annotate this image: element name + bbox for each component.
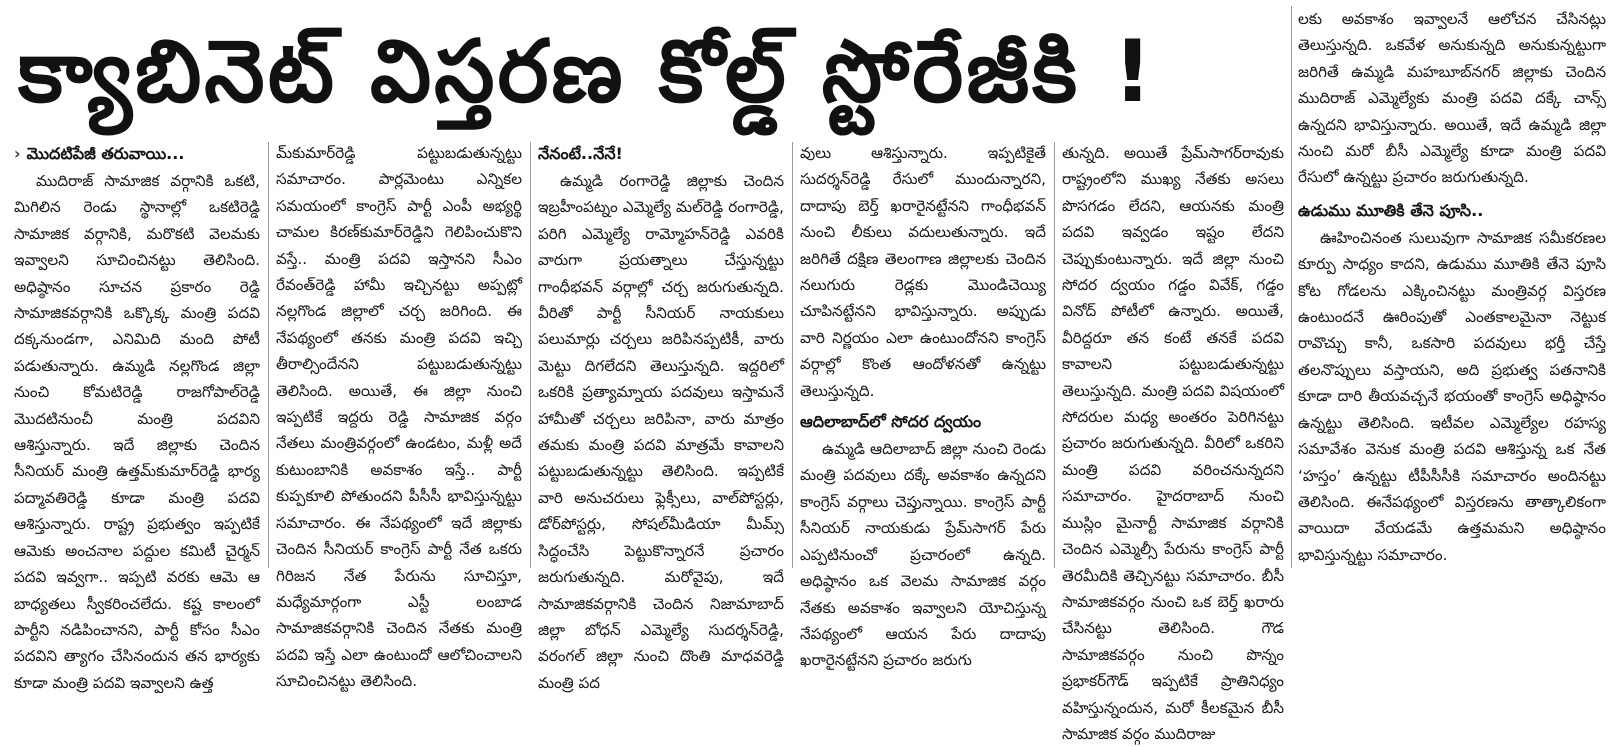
article-column-6	[1298, 6, 1606, 568]
paragraph: తున్నది. అయితే ప్రేమ్‌సాగర్‌రావుకు రాష్ట్రంలోని ముఖ్య నేతకు అసలు పొసగడం లేదని, ఆయనకు మంత్రి పదవి ఇవ్వడం ఇష్టం లేదని చెప్పుకుంటున్నారు. ఇదే జిల్లా నుంచి సోదర ద్వయం గడ్డం వివేక్, గడ్డం వినోద్ పోటీలో ఉన్నారు. అయితే, వీరిద్దరూ తన కంటే తనకే పదవి కావాలని పట్టుబడుతున్నట్టు తెలుస్తున్నది. మంత్రి పదవి విషయంలో సోదరుల మధ్య అంతరం పెరిగినట్టు ప్రచారం జరుగుతున్నది. వీరిలో ఒకరిని మంత్రి పదవి వరించనున్నదని సమాచారం. హైదరాబాద్ నుంచి ముస్లిం మైనార్టీ సామాజిక వర్గానికి చెందిన ఎమ్మెల్సీ పేరును కాంగ్రెస్ పార్టీ తెరమీదికి తెచ్చినట్టు సమాచారం. బీసీ సామాజికవర్గం నుంచి ఒక బెర్త్ ఖరారు చేసినట్టు తెలిసింది. గౌడ సామాజికవర్గం నుంచి పొన్నం ప్రభాకర్‌గౌడ్ ఇప్పటికే ప్రాతినిధ్యం వహిస్తున్నందున, మరో కీలకమైన బీసీ సామాజిక వర్గం ముదిరాజు	[1062, 144, 1284, 743]
article-column-5	[1062, 140, 1284, 743]
paragraph: ఉమ్మడి ఆదిలాబాద్ జిల్లా నుంచి రెండు మంత్రి పదవులు దక్కే అవకాశం ఉన్నదని కాంగ్రెస్ వర్గాలు చెప్తున్నాయి. కాంగ్రెస్ పార్టీ సీనియర్ నాయకుడు ప్రేమ్‌సాగర్ పేరు ఎప్పటినుంచో ప్రచారంలో ఉన్నది. అధిష్ఠానం ఒక వెలమ సామాజిక వర్గం నేతకు అవకాశం ఇవ్వాలని యోచిస్తున్న నేపథ్యంలో ఆయన పేరు దాదాపు ఖరారైనట్టేనని ప్రచారం జరుగు	[800, 440, 1046, 670]
subheading: ఆదిలాబాద్‌లో సోదర ద్వయం	[800, 412, 982, 432]
article-column-4	[800, 140, 1046, 670]
continuation-label	[14, 140, 260, 168]
paragraph: వులు ఆశిస్తున్నారు. ఇప్పటికైతే సుదర్శన్‌రెడ్డి రేసులో ముందున్నారని, దాదాపు బెర్త్ ఖరారైనట్టేనని గాంధీభవన్ నుంచి లీకులు వదులుతున్నారు. ఇదే జరిగితే దక్షిణ తెలంగాణ జిల్లాలకు చెందిన నలుగురు రెడ్లకు మొండిచెయ్యి చూపినట్టేనని భావిస్తున్నారు. అప్పుడు వారి నిర్ణయం ఎలా ఉంటుందోనని కాంగ్రెస్ వర్గాల్లో కొంత ఆందోళనతో ఉన్నట్టు తెలుస్తున్నది.	[800, 144, 1046, 400]
column-divider	[1054, 142, 1055, 568]
paragraph: లకు అవకాశం ఇవ్వాలనే ఆలోచన చేసినట్లు తెలుస్తున్నది. ఒకవేళ అనుకున్నది అనుకున్నట్టుగా జరిగితే ఉమ్మడి మహబూబ్‌నగర్ జిల్లాకు చెందిన ముదిరాజ్ ఎమ్మెల్యేకు మంత్రి పదవి దక్కే చాన్స్ ఉన్నదని భావిస్తున్నారు. అయితే, ఇదే ఉమ్మడి జిల్లా నుంచి మరో బీసీ ఎమ్మెల్యే కూడా మంత్రి పదవి రేసులో ఉన్నట్టు ప్రచారం జరుగుతున్నది.	[1298, 10, 1606, 187]
article-column-1	[14, 140, 260, 692]
column-divider	[530, 142, 531, 568]
paragraph: ఉమ్మడి రంగారెడ్డి జిల్లాకు చెందిన ఇబ్రహీంపట్నం ఎమ్మెల్యే మల్‌రెడ్డి రంగారెడ్డి, పరిగి ఎమ్మెల్యే రామ్మోహన్‌రెడ్డి ఎవరికి వారుగా ప్రయత్నాలు చేస్తున్నట్టు గాంధీభవన్ వర్గాల్లో చర్చ జరుగుతున్నది. వీరితో పార్టీ సీనియర్ నాయకులు పలుమార్లు చర్చలు జరిపినప్పటికీ, వారు మెట్టు దిగలేదని తెలుస్తున్నది. ఇద్దరిలో ఒకరికి ప్రత్యామ్నాయ పదవులు ఇస్తామనే హామీతో చర్చలు జరిపినా, వారు మాత్రం తమకు మంత్రి పదవి మాత్రమే కావాలని పట్టుబడుతున్నట్టు తెలిసింది. ఇప్పటికే వారి అనుచరులు ఫ్లెక్సీలు, వాల్‌పోస్టర్లు, డోర్‌పోస్టర్లు, సోషల్‌మీడియా మీమ్స్ సిద్ధంచేసి పెట్టుకొన్నారనే ప్రచారం జరుగుతున్నది. మరోవైపు, ఇదే సామాజికవర్గానికి చెందిన నిజామాబాద్ జిల్లా బోధన్ ఎమ్మెల్యే సుదర్శన్‌రెడ్డి, వరంగల్ జిల్లా నుంచి దొంతి మాధవరెడ్డి మంత్రి పద	[538, 172, 784, 692]
continuation-label-text: మొదటిపేజీ తరువాయి...	[26, 144, 185, 163]
column-divider	[1291, 6, 1292, 568]
subheading: ఉడుము మూతికి తేనె పూసి..	[1298, 200, 1484, 220]
article-column-2	[276, 140, 522, 691]
column-divider	[792, 142, 793, 568]
headline: క్యాబినెట్ విస్తరణ కోల్డ్ స్టోరేజీకి !	[18, 22, 1156, 122]
column-divider	[268, 142, 269, 568]
subheading: నేనంటే..నేనే!	[538, 144, 623, 163]
paragraph: ఊహించినంత సులువుగా సామాజిక సమీకరణల కూర్పు సాధ్యం కాదని, ఉడుము మూతికి తేనె పూసి కోట గోడలను ఎక్కించినట్టు మంత్రివర్గ విస్తరణ ఉంటుందనే ఊరింపుతో ఎంతకాలమైనా నెట్టుక రావొచ్చు కానీ, ఒకసారి పదవులు భర్తీ చేస్తే తలనొప్పులు వస్తాయని, అది ప్రభుత్వ పతనానికి కూడా దారి తీయవచ్చనే భయంతో కాంగ్రెస్ అధిష్ఠానం ఉన్నట్టు తెలిసింది. ఇటీవల ఎమ్మెల్యేల రహస్య సమావేశం వెనుక మంత్రి పదవి ఆశిస్తున్న ఒక నేత ‘హస్తం’ ఉన్నట్టు టీపీసీసీకి సమాచారం అందినట్టు తెలిసింది. ఈనేపథ్యంలో విస్తరణను తాత్కాలికంగా వాయిదా వేయడమే ఉత్తమమని అధిష్ఠానం భావిస్తున్నట్టు సమాచారం.	[1298, 228, 1606, 564]
article-column-3	[538, 140, 784, 692]
paragraph: ముదిరాజ్ సామాజిక వర్గానికి ఒకటి, మిగిలిన రెండు స్థానాల్లో ఒకటిరెడ్డి సామాజిక వర్గానికి, మరొకటి వెలమకు ఇవ్వాలని సూచించినట్టు తెలిసింది. అధిష్ఠానం సూచన ప్రకారం రెడ్డి సామాజికవర్గానికి ఒక్కొక్క మంత్రి పదవి దక్కనుండగా, ఎనిమిది మంది పోటీ పడుతున్నారు. ఉమ్మడి నల్లగొండ జిల్లా నుంచి కోమటిరెడ్డి రాజగోపాల్‌రెడ్డి మొదటినుంచీ మంత్రి పదవిని ఆశిస్తున్నారు. ఇదే జిల్లాకు చెందిన సీనియర్ మంత్రి ఉత్తమ్‌కుమార్‌రెడ్డి భార్య పద్మావతిరెడ్డి కూడా మంత్రి పదవి ఆశిస్తున్నారు. రాష్ట్ర ప్రభుత్వం ఇప్పటికే ఆమెకు అంచనాల పద్దుల కమిటీ చైర్మన్ పదవి ఇవ్వగా.. ఇప్పటి వరకు ఆమె ఆ బాధ్యతలు స్వీకరించలేదు. కష్ట కాలంలో పార్టీని నడిపించానని, పార్టీ కోసం సీఎం పదవిని త్యాగం చేసినందున తన భార్యకు కూడా మంత్రి పదవి ఇవ్వాలని ఉత్త	[14, 172, 260, 692]
chevron-right-icon: ›	[14, 144, 21, 163]
paragraph: మ్‌కుమార్‌రెడ్డి పట్టుబడుతున్నట్టు సమాచారం. పార్లమెంటు ఎన్నికల సమయంలో కాంగ్రెస్ పార్టీ ఎంపీ అభ్యర్థి చామల కిరణ్‌కుమార్‌రెడ్డిని గెలిపించుకొని వస్తే.. మంత్రి పదవి ఇస్తానని సీఎం రేవంత్‌రెడ్డి హామీ ఇచ్చినట్టు అప్పట్లో నల్లగొండ జిల్లాలో చర్చ జరిగింది. ఈ నేపథ్యంలో తనకు మంత్రి పదవి ఇచ్చి తీరాల్సిందేనని పట్టుబడుతున్నట్టు తెలిసింది. అయితే, ఈ జిల్లా నుంచి ఇప్పటికే ఇద్దరు రెడ్డి సామాజిక వర్గం నేతలు మంత్రివర్గంలో ఉండటం, మళ్లీ అదే కుటుంబానికి అవకాశం ఇస్తే.. పార్టీ కుప్పకూలి పోతుందని పీసీసీ భావిస్తున్నట్టు సమాచారం. ఈ నేపథ్యంలో ఇదే జిల్లాకు చెందిన సీనియర్ కాంగ్రెస్ పార్టీ నేత ఒకరు గిరిజన నేత పేరును సూచిస్తూ, మధ్యేమార్గంగా ఎస్టీ లంబాడ సామాజికవర్గానికి చెందిన నేతకు మంత్రి పదవి ఇస్తే ఎలా ఉంటుందో ఆలోచించాలని సూచించినట్టు తెలిసింది.	[276, 144, 522, 691]
